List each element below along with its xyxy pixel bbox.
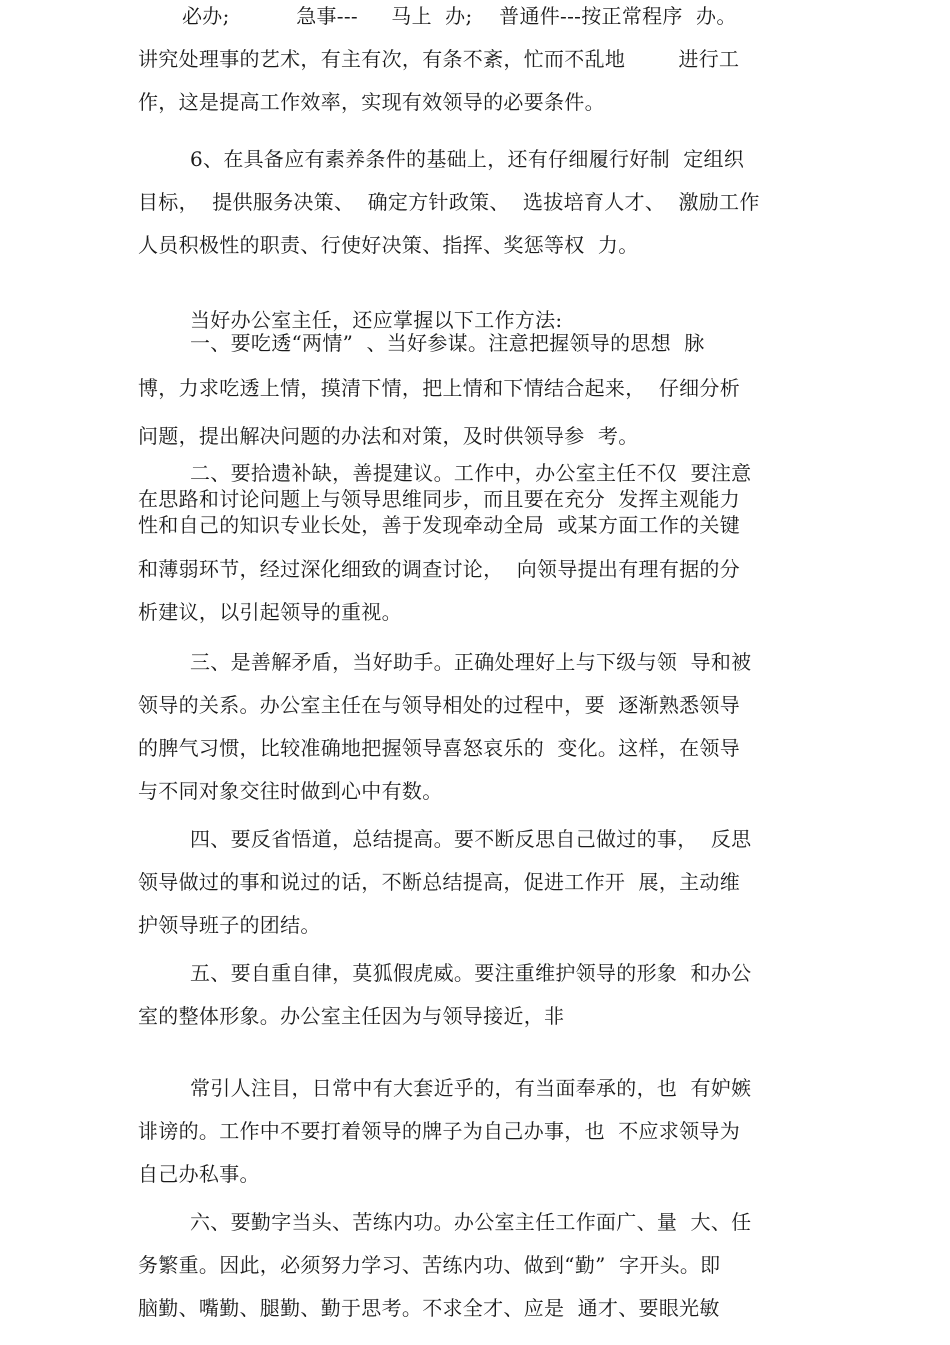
text-line: 领导做过的事和说过的话，不断总结提高，促进工作开 展，主动维: [138, 870, 741, 894]
text-line: 的脾气习惯，比较准确地把握领导喜怒哀乐的 变化。这样，在领导: [138, 736, 741, 760]
text-line: 与不同对象交往时做到心中有数。: [138, 779, 443, 803]
paragraph-first-line: 五、要自重自律，莫狐假虎威。要注重维护领导的形象 和办公: [190, 961, 752, 985]
text-line: 问题，提出解决问题的办法和对策，及时供领导参 考。: [138, 424, 639, 448]
paragraph-first-line: 一、要吃透“两情” 、当好参谋。注意把握领导的思想 脉: [190, 331, 705, 355]
text-line: 脑勤、嘴勤、腿勤、勤于思考。不求全才、应是 通才、要眼光敏: [138, 1296, 720, 1320]
text-line: 讲究处理事的艺术，有主有次，有条不紊，忙而不乱地 进行工: [138, 47, 740, 71]
text-line: 性和自己的知识专业长处，善于发现牵动全局 或某方面工作的关键: [138, 513, 741, 537]
text-line: 领导的关系。办公室主任在与领导相处的过程中，要 逐渐熟悉领导: [138, 693, 741, 717]
text-line: 诽谤的。工作中不要打着领导的牌子为自己办事，也 不应求领导为: [138, 1119, 741, 1143]
text-line: 和薄弱环节，经过深化细致的调查讨论， 向领导提出有理有据的分: [138, 557, 741, 581]
paragraph-first-line: 6、在具备应有素养条件的基础上，还有仔细履行好制 定组织: [190, 147, 745, 171]
text-line: 博，力求吃透上情，摸清下情，把上情和下情结合起来， 仔细分析: [138, 376, 741, 400]
paragraph-first-line: 六、要勤字当头、苦练内功。办公室主任工作面广、量 大、任: [190, 1210, 752, 1234]
text-line: 在思路和讨论问题上与领导思维同步，而且要在充分 发挥主观能力: [138, 487, 741, 511]
text-line: 作，这是提高工作效率，实现有效领导的必要条件。: [138, 90, 605, 114]
text-line: 目标， 提供服务决策、 确定方针政策、 选拔培育人才、 激励工作: [138, 190, 760, 214]
text-line: 务繁重。因此，必须努力学习、苦练内功、做到“勤” 字开头。即: [138, 1253, 721, 1277]
text-line: 人员积极性的职责、行使好决策、指挥、奖惩等权 力。: [138, 233, 639, 257]
text-line: 护领导班子的团结。: [138, 913, 321, 937]
paragraph-first-line: 三、是善解矛盾，当好助手。正确处理好上与下级与领 导和被: [190, 650, 752, 674]
text-line: 室的整体形象。办公室主任因为与领导接近，非: [138, 1004, 565, 1028]
paragraph-continuation-line: 常引人注目，日常中有大套近乎的，有当面奉承的，也 有妒嫉: [190, 1076, 752, 1100]
text-line: 必办; 急事--- 马上 办; 普通件---按正常程序 办。: [182, 4, 737, 28]
text-line: 析建议，以引起领导的重视。: [138, 600, 402, 624]
paragraph-first-line: 二、要拾遗补缺，善提建议。工作中，办公室主任不仅 要注意: [190, 461, 752, 485]
paragraph-first-line: 四、要反省悟道，总结提高。要不断反思自己做过的事， 反思: [190, 827, 752, 851]
section-intro: 当好办公室主任，还应掌握以下工作方法:: [190, 308, 563, 332]
text-line: 自己办私事。: [138, 1162, 260, 1186]
